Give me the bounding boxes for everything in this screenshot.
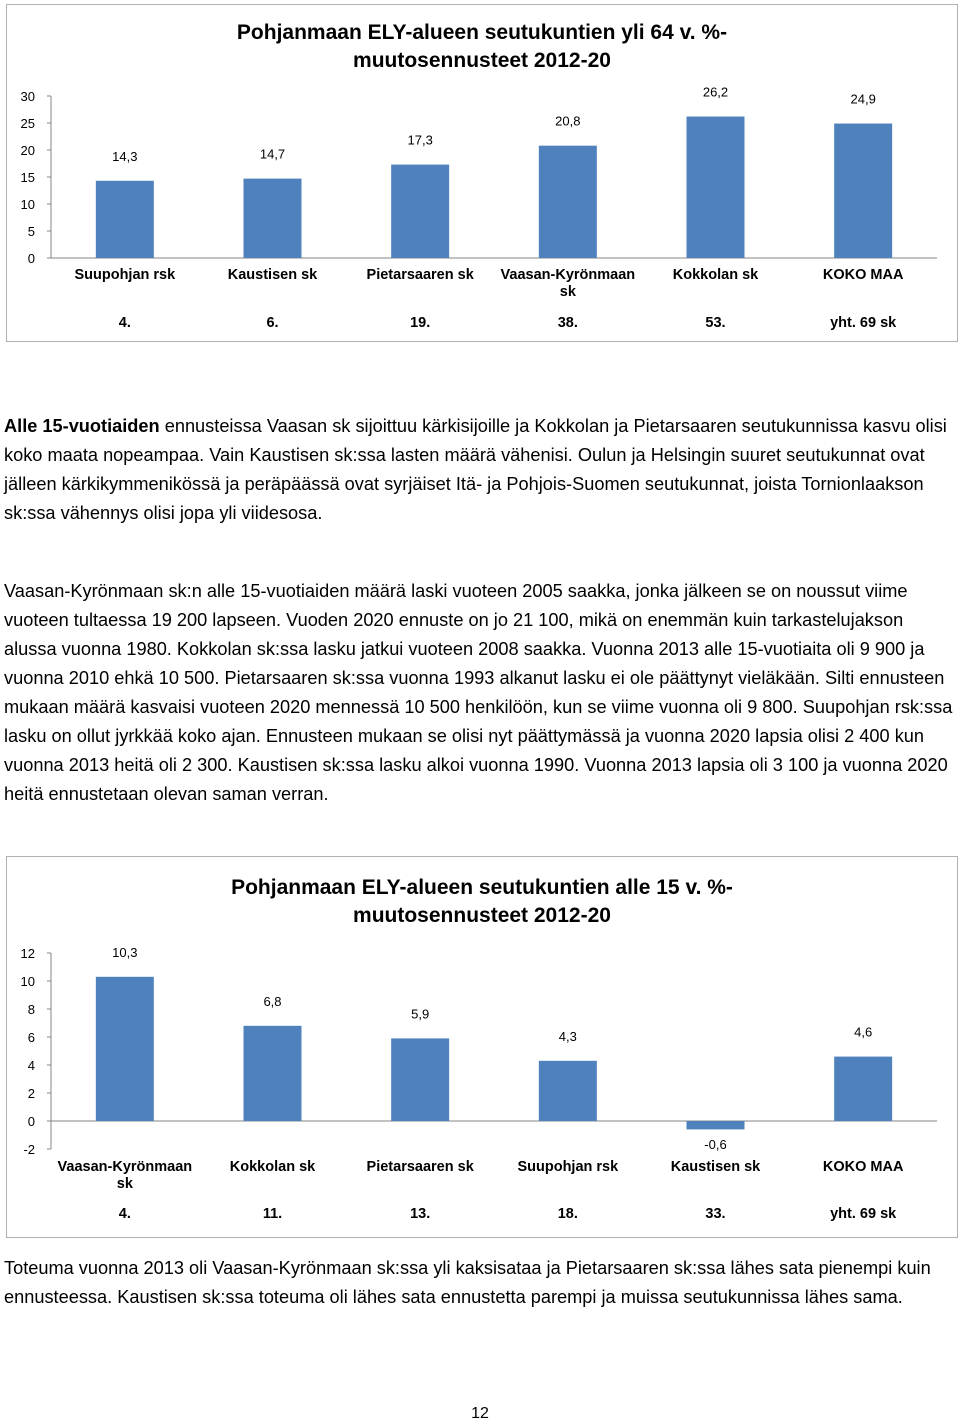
bar — [96, 977, 154, 1121]
y-tick-label: 10 — [20, 197, 35, 212]
chart-2-frame — [6, 856, 958, 1238]
rank-label: 4. — [118, 315, 131, 331]
paragraph-1-bold: Alle 15-vuotiaiden — [4, 416, 160, 436]
data-label: 4,6 — [854, 1024, 873, 1040]
category-label: Pietarsaaren sk — [366, 1159, 474, 1175]
category-label: sk — [116, 1176, 133, 1192]
category-label: KOKO MAA — [822, 267, 904, 283]
bar — [539, 146, 597, 258]
data-label: 4,3 — [558, 1028, 577, 1044]
y-tick-label: 20 — [20, 143, 35, 158]
bar — [687, 117, 745, 258]
category-label: Suupohjan rsk — [74, 267, 176, 283]
paragraph-1-text: ennusteissa Vaasan sk sijoittuu kärkisijoille ja Kokkolan ja Pietarsaaren seutukunnissa kasvu olisi koko maata nopeampaa. Vain Kaustisen sk:ssa lasten määrä vähenisi. Oulun ja Helsingin suuret seutukunnat ovat jälleen kärkikymmenikössä ja peräpäässä ovat syrjäiset Itä- ja Pohjois-Suomen seutukunnat, joista Tornionlaakson sk:ssa vähennys olisi jopa yli viidesosa. — [4, 416, 947, 523]
chart-2-svg — [7, 857, 957, 1237]
data-label: -0,6 — [704, 1137, 727, 1152]
category-label: Suupohjan rsk — [517, 1159, 619, 1175]
data-label: 14,3 — [112, 148, 138, 164]
data-label: 26,2 — [702, 84, 729, 100]
paragraph-2: Vaasan-Kyrönmaan sk:n alle 15-vuotiaiden määrä laski vuoteen 2005 saakka, jonka jälkeen se on noussut viime vuoteen tultaessa 19 200 lapseen. Vuoden 2020 ennuste on jo 21 100, mikä on enemmän kuin tarkastelujakson alussa vuonna 1980. Kokkolan sk:ssa lasku jatkui vuoteen 2008 saakka. Vuonna 2013 alle 15-vuotiaita oli 9 900 ja vuonna 2010 ehkä 10 500. Pietarsaaren sk:ssa vuonna 1993 alkanut lasku ei ole päättynyt vieläkään. Silti ennusteen mukaan määrä kasvaisi vuoteen 2020 mennessä 10 500 henkilöön, kun se viime vuonna oli 9 800. Suupohjan rsk:ssa lasku on ollut jyrkkää koko ajan. Ennusteen mukaan se olisi nyt päättymässä ja vuonna 2020 lapsia olisi 2 400 kun vuonna 2013 heitä oli 2 300. Kaustisen sk:ssa lasku alkoi vuonna 1990. Vuonna 2013 lapsia oli 3 100 ja vuonna 2020 heitä ennustetaan olevan saman verran. — [4, 581, 953, 804]
y-tick-label: -2 — [23, 1142, 35, 1157]
bar — [687, 1121, 745, 1129]
chart-1-title-line-2: muutosennusteet 2012-20 — [353, 49, 611, 72]
y-tick-label: 0 — [27, 251, 35, 266]
bar — [244, 179, 302, 258]
chart-1-frame — [6, 4, 958, 342]
bar — [834, 1057, 892, 1121]
category-label: Kaustisen sk — [670, 1159, 761, 1175]
chart-1-title-line-1: Pohjanmaan ELY-alueen seutukuntien yli 64 v. %- — [236, 21, 728, 44]
data-label: 20,8 — [555, 113, 581, 129]
page-number: 12 — [471, 1405, 489, 1422]
data-label: 17,3 — [407, 132, 433, 148]
bar — [391, 165, 449, 258]
rank-label: 6. — [266, 315, 279, 331]
rank-label: 53. — [705, 315, 726, 331]
y-tick-label: 25 — [20, 116, 35, 131]
rank-label: 38. — [557, 315, 578, 331]
bar — [539, 1061, 597, 1121]
bar — [244, 1026, 302, 1121]
y-tick-label: 12 — [20, 946, 35, 961]
category-label: KOKO MAA — [822, 1159, 904, 1175]
rank-label: 4. — [118, 1206, 131, 1222]
data-label: 6,8 — [263, 993, 282, 1009]
y-tick-label: 4 — [27, 1058, 35, 1073]
y-tick-label: 10 — [20, 974, 35, 989]
rank-label: yht. 69 sk — [830, 1206, 897, 1222]
category-label: Vaasan-Kyrönmaan — [500, 267, 636, 283]
chart-2-title-line-2: muutosennusteet 2012-20 — [353, 904, 611, 927]
rank-label: 13. — [410, 1206, 431, 1222]
data-label: 5,9 — [411, 1006, 430, 1022]
y-tick-label: 15 — [20, 170, 35, 185]
paragraph-3: Toteuma vuonna 2013 oli Vaasan-Kyrönmaan sk:ssa yli kaksisataa ja Pietarsaaren sk:ssa lähes sata pienempi kuin ennusteessa. Kaustisen sk:ssa toteuma oli lähes sata ennustetta parempi ja muissa seutukunnissa lähes sama. — [4, 1258, 931, 1307]
rank-label: 19. — [410, 315, 431, 331]
category-label: Kokkolan sk — [672, 267, 759, 283]
y-tick-label: 0 — [27, 1114, 35, 1129]
rank-label: 18. — [557, 1206, 578, 1222]
category-label: Pietarsaaren sk — [366, 267, 474, 283]
data-label: 24,9 — [850, 91, 876, 107]
y-tick-label: 8 — [27, 1002, 35, 1017]
chart-1-svg — [7, 5, 957, 341]
data-label: 14,7 — [259, 146, 286, 162]
bar — [391, 1038, 449, 1121]
chart-2-title-line-1: Pohjanmaan ELY-alueen seutukuntien alle 15 v. %- — [231, 876, 733, 899]
y-tick-label: 30 — [20, 89, 35, 104]
category-label: Kaustisen sk — [227, 267, 318, 283]
bar — [96, 181, 154, 258]
category-label: Vaasan-Kyrönmaan — [57, 1159, 193, 1175]
rank-label: 33. — [705, 1206, 726, 1222]
y-tick-label: 2 — [27, 1086, 35, 1101]
category-label: sk — [559, 284, 576, 300]
category-label: Kokkolan sk — [229, 1159, 316, 1175]
paragraph-1 — [4, 412, 954, 528]
bar — [834, 124, 892, 258]
data-label: 10,3 — [112, 944, 138, 960]
y-tick-label: 6 — [27, 1030, 35, 1045]
rank-label: 11. — [262, 1206, 283, 1222]
rank-label: yht. 69 sk — [830, 315, 897, 331]
y-tick-label: 5 — [27, 224, 35, 239]
